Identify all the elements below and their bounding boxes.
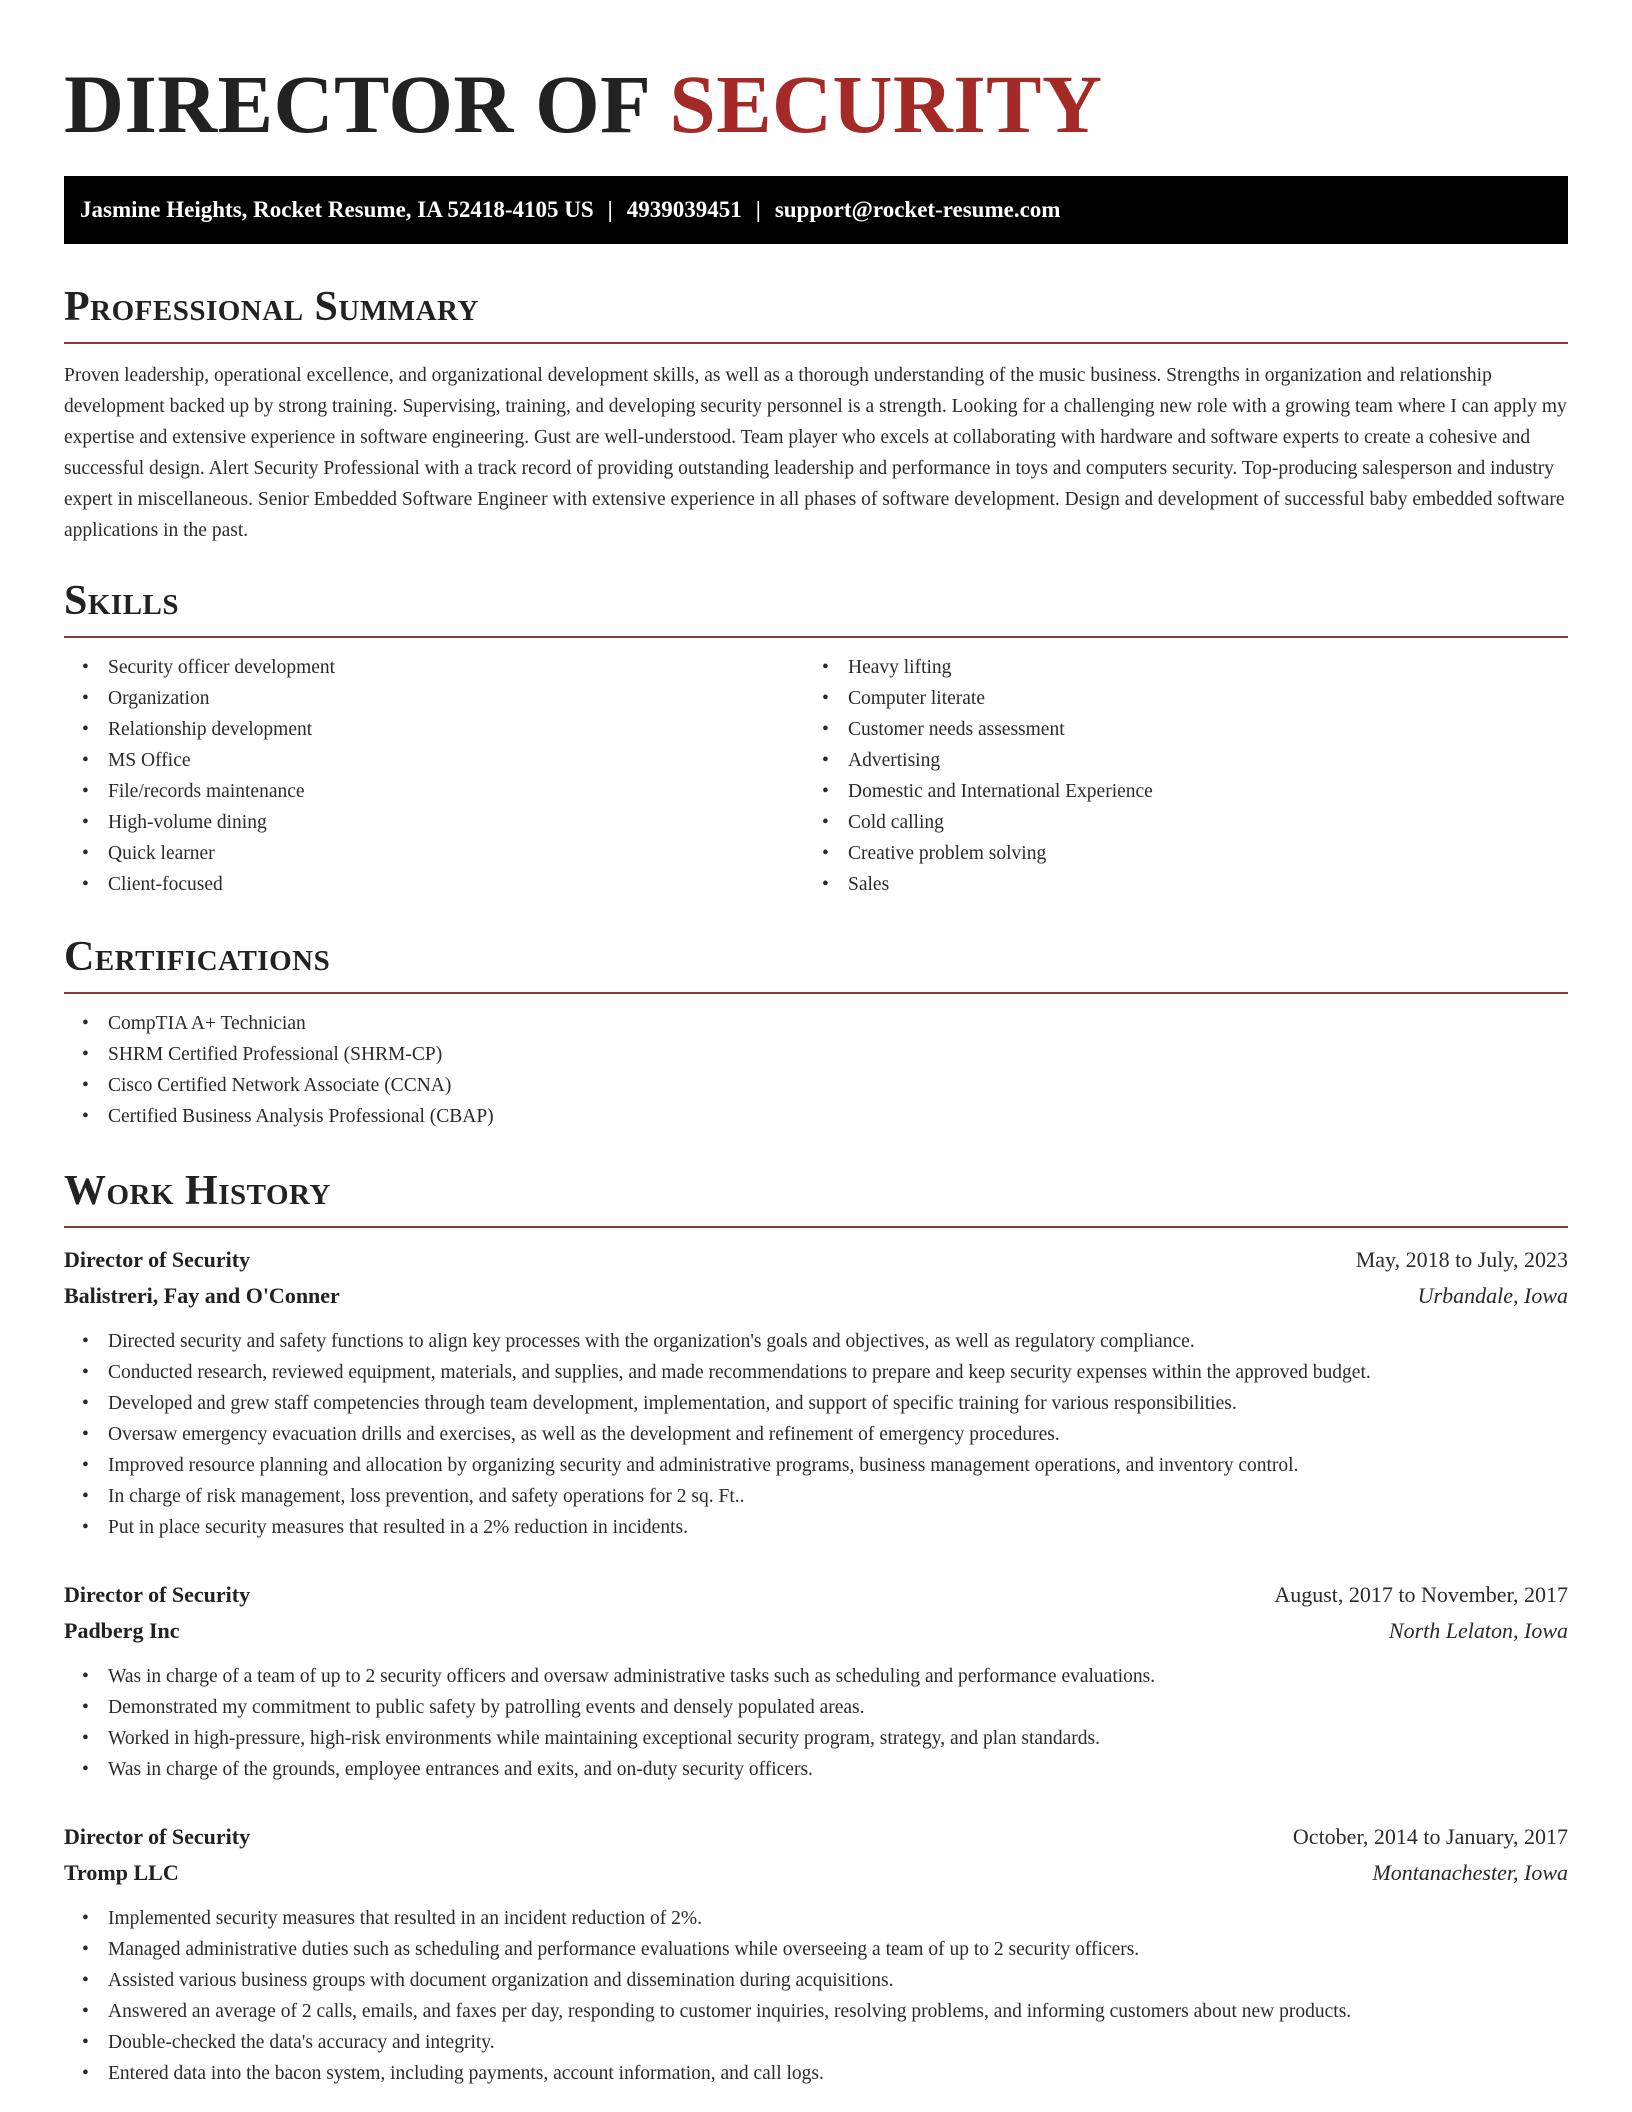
bullet-icon: • xyxy=(82,1331,89,1352)
job-duty-item xyxy=(64,2058,1568,2089)
bullet-icon: • xyxy=(82,1517,89,1538)
skills-column-left xyxy=(64,652,804,900)
job-company: Tromp LLC xyxy=(64,1860,179,1885)
bullet-icon: • xyxy=(822,812,829,833)
skills-heading: Skills xyxy=(64,576,1568,638)
job-duty-item-text: Demonstrated my commitment to public safety by patrolling events and densely populated areas. xyxy=(108,1697,865,1718)
bullet-icon: • xyxy=(82,1075,89,1096)
job-duty-item xyxy=(64,1754,1568,1785)
skill-item-text: Client-focused xyxy=(108,874,223,895)
job-duty-item xyxy=(64,1661,1568,1692)
contact-separator: | xyxy=(607,197,613,222)
job-duty-item-text: Entered data into the bacon system, including payments, account information, and call logs. xyxy=(108,2063,824,2084)
job-duty-item-text: Put in place security measures that resulted in a 2% reduction in incidents. xyxy=(108,1517,688,1538)
job-duty-item xyxy=(64,1723,1568,1754)
work-history-section xyxy=(64,1166,1568,2089)
bullet-icon: • xyxy=(82,1044,89,1065)
skill-item xyxy=(804,869,1568,900)
job-duty-item-text: Double-checked the data's accuracy and integrity. xyxy=(108,2032,495,2053)
bullet-icon: • xyxy=(82,1013,89,1034)
bullet-icon: • xyxy=(822,843,829,864)
skills-column-right xyxy=(804,652,1568,900)
skill-item-text: Advertising xyxy=(848,750,941,771)
job-location: Urbandale, Iowa xyxy=(1417,1283,1568,1308)
job-duty-item xyxy=(64,1934,1568,1965)
bullet-icon: • xyxy=(82,750,89,771)
summary-heading: Professional Summary xyxy=(64,282,1568,344)
bullet-icon: • xyxy=(822,657,829,678)
page-title xyxy=(64,0,1568,154)
bullet-icon: • xyxy=(82,1393,89,1414)
job-company-row xyxy=(64,1613,1568,1649)
title-main: DIRECTOR OF xyxy=(64,58,649,150)
job-title-row xyxy=(64,1577,1568,1613)
skill-item-text: Quick learner xyxy=(108,843,215,864)
skill-item-text: Organization xyxy=(108,688,210,709)
job-duty-item-text: In charge of risk management, loss prevention, and safety operations for 2 sq. Ft.. xyxy=(108,1486,745,1507)
title-accent: SECURITY xyxy=(669,58,1103,150)
bullet-icon: • xyxy=(82,1455,89,1476)
job-duties-list xyxy=(64,1661,1568,1785)
skills-columns xyxy=(64,652,1568,900)
job-duty-item xyxy=(64,1512,1568,1543)
job-company: Padberg Inc xyxy=(64,1618,180,1643)
job-location: Montanachester, Iowa xyxy=(1372,1860,1568,1885)
job-dates: October, 2014 to January, 2017 xyxy=(1292,1824,1568,1849)
bullet-icon: • xyxy=(822,719,829,740)
skills-list-right xyxy=(804,652,1568,900)
certification-item-text: Cisco Certified Network Associate (CCNA) xyxy=(108,1075,452,1096)
work-history-heading: Work History xyxy=(64,1166,1568,1228)
skill-item xyxy=(804,776,1568,807)
job-duty-item-text: Assisted various business groups with document organization and dissemination during acquisitions. xyxy=(108,1970,894,1991)
skill-item xyxy=(64,652,804,683)
job-duty-item xyxy=(64,1996,1568,2027)
job-entry xyxy=(64,1577,1568,1785)
skill-item xyxy=(804,714,1568,745)
job-title-row xyxy=(64,1242,1568,1278)
skill-item-text: Cold calling xyxy=(848,812,944,833)
job-duty-item xyxy=(64,1419,1568,1450)
certification-item xyxy=(64,1101,1568,1132)
job-duty-item xyxy=(64,1388,1568,1419)
job-title-row xyxy=(64,1819,1568,1855)
job-duty-item-text: Was in charge of the grounds, employee entrances and exits, and on-duty security officers. xyxy=(108,1759,813,1780)
bullet-icon: • xyxy=(82,1697,89,1718)
certification-item-text: Certified Business Analysis Professional (CBAP) xyxy=(108,1106,494,1127)
job-duty-item-text: Worked in high-pressure, high-risk environments while maintaining exceptional security program, strategy, and plan standards. xyxy=(108,1728,1100,1749)
work-history-list xyxy=(64,1242,1568,2089)
bullet-icon: • xyxy=(82,1362,89,1383)
bullet-icon: • xyxy=(82,688,89,709)
contact-address: Jasmine Heights, Rocket Resume, IA 52418-4105 US xyxy=(80,197,594,222)
job-duty-item xyxy=(64,1357,1568,1388)
bullet-icon: • xyxy=(82,874,89,895)
bullet-icon: • xyxy=(82,1759,89,1780)
summary-section xyxy=(64,282,1568,546)
summary-text: Proven leadership, operational excellence, and organizational development skills, as well as a thorough understanding of the music business. Strengths in organization and relationship development backed up by strong training. Supervising, training, and developing security personnel is a strength. Looking for a challenging new role with a growing team where I can apply my expertise and extensive experience in software engineering. Gust are well-understood. Team player who excels at collaborating with hardware and software experts to create a cohesive and successful design. Alert Security Professional with a track record of providing outstanding leadership and performance in toys and computers security. Top-producing salesperson and industry expert in miscellaneous. Senior Embedded Software Engineer with extensive experience in all phases of software development. Design and development of successful baby embedded software applications in the past. xyxy=(64,365,1567,541)
job-duty-item xyxy=(64,2027,1568,2058)
bullet-icon: • xyxy=(82,812,89,833)
job-duty-item xyxy=(64,1481,1568,1512)
bullet-icon: • xyxy=(82,781,89,802)
certification-item xyxy=(64,1008,1568,1039)
job-duty-item-text: Managed administrative duties such as scheduling and performance evaluations while overseeing a team of up to 2 security officers. xyxy=(108,1939,1140,1960)
skill-item-text: Customer needs assessment xyxy=(848,719,1065,740)
job-duty-item xyxy=(64,1965,1568,1996)
skill-item xyxy=(804,807,1568,838)
certifications-heading: Certifications xyxy=(64,932,1568,994)
skills-list-left xyxy=(64,652,804,900)
job-duties-list xyxy=(64,1326,1568,1543)
contact-separator: | xyxy=(755,197,761,222)
bullet-icon: • xyxy=(822,874,829,895)
skill-item xyxy=(64,683,804,714)
job-duty-item-text: Was in charge of a team of up to 2 security officers and oversaw administrative tasks such as scheduling and performance evaluations. xyxy=(108,1666,1156,1687)
job-duty-item xyxy=(64,1692,1568,1723)
job-duty-item xyxy=(64,1903,1568,1934)
skill-item-text: Heavy lifting xyxy=(848,657,952,678)
bullet-icon: • xyxy=(82,2063,89,2084)
job-duties-list xyxy=(64,1903,1568,2089)
skill-item-text: Creative problem solving xyxy=(848,843,1047,864)
job-duty-item xyxy=(64,1450,1568,1481)
job-dates: May, 2018 to July, 2023 xyxy=(1355,1247,1568,1272)
bullet-icon: • xyxy=(82,843,89,864)
skill-item xyxy=(64,838,804,869)
skills-section xyxy=(64,576,1568,900)
skill-item xyxy=(804,838,1568,869)
job-duty-item xyxy=(64,1326,1568,1357)
bullet-icon: • xyxy=(82,2001,89,2022)
job-title: Director of Security xyxy=(64,1247,251,1272)
job-entry xyxy=(64,1819,1568,2089)
skill-item-text: High-volume dining xyxy=(108,812,267,833)
skill-item-text: MS Office xyxy=(108,750,191,771)
bullet-icon: • xyxy=(82,719,89,740)
certifications-list xyxy=(64,1008,1568,1132)
certification-item-text: SHRM Certified Professional (SHRM-CP) xyxy=(108,1044,443,1065)
skill-item xyxy=(804,745,1568,776)
job-duty-item-text: Conducted research, reviewed equipment, materials, and supplies, and made recommendations to prepare and keep security expenses within the approved budget. xyxy=(108,1362,1371,1383)
bullet-icon: • xyxy=(82,2032,89,2053)
contact-email[interactable]: support@rocket-resume.com xyxy=(774,197,1061,222)
job-duty-item-text: Answered an average of 2 calls, emails, and faxes per day, responding to customer inquiries, resolving problems, and informing customers about new products. xyxy=(108,2001,1352,2022)
bullet-icon: • xyxy=(82,1939,89,1960)
job-title: Director of Security xyxy=(64,1824,251,1849)
job-duty-item-text: Developed and grew staff competencies through team development, implementation, and support of specific training for various responsibilities. xyxy=(108,1393,1237,1414)
skill-item-text: Security officer development xyxy=(108,657,336,678)
bullet-icon: • xyxy=(82,1486,89,1507)
skill-item xyxy=(804,652,1568,683)
job-duty-item-text: Implemented security measures that resulted in an incident reduction of 2%. xyxy=(108,1908,703,1929)
job-duty-item-text: Improved resource planning and allocation by organizing security and administrative programs, business management operations, and inventory control. xyxy=(108,1455,1299,1476)
bullet-icon: • xyxy=(82,1424,89,1445)
bullet-icon: • xyxy=(82,1666,89,1687)
job-company-row xyxy=(64,1278,1568,1314)
job-dates: August, 2017 to November, 2017 xyxy=(1274,1582,1568,1607)
skill-item xyxy=(64,714,804,745)
certifications-section xyxy=(64,932,1568,1132)
job-duty-item-text: Directed security and safety functions to align key processes with the organization's goals and objectives, as well as regulatory compliance. xyxy=(108,1331,1195,1352)
bullet-icon: • xyxy=(82,657,89,678)
certification-item xyxy=(64,1039,1568,1070)
skill-item-text: Sales xyxy=(848,874,890,895)
certification-item xyxy=(64,1070,1568,1101)
job-company: Balistreri, Fay and O'Conner xyxy=(64,1283,340,1308)
skill-item xyxy=(64,807,804,838)
certification-item-text: CompTIA A+ Technician xyxy=(108,1013,306,1034)
bullet-icon: • xyxy=(822,781,829,802)
bullet-icon: • xyxy=(82,1970,89,1991)
skill-item xyxy=(64,869,804,900)
bullet-icon: • xyxy=(822,750,829,771)
skill-item xyxy=(64,745,804,776)
bullet-icon: • xyxy=(82,1908,89,1929)
job-location: North Lelaton, Iowa xyxy=(1388,1618,1568,1643)
skill-item xyxy=(804,683,1568,714)
contact-bar xyxy=(64,176,1568,244)
skill-item-text: Computer literate xyxy=(848,688,985,709)
bullet-icon: • xyxy=(82,1106,89,1127)
job-entry xyxy=(64,1242,1568,1543)
skill-item-text: Domestic and International Experience xyxy=(848,781,1153,802)
job-duty-item-text: Oversaw emergency evacuation drills and exercises, as well as the development and refinement of emergency procedures. xyxy=(108,1424,1060,1445)
bullet-icon: • xyxy=(822,688,829,709)
bullet-icon: • xyxy=(82,1728,89,1749)
contact-phone[interactable]: 4939039451 xyxy=(626,197,742,222)
skill-item-text: Relationship development xyxy=(108,719,313,740)
skill-item xyxy=(64,776,804,807)
resume-page xyxy=(64,0,1568,2084)
skill-item-text: File/records maintenance xyxy=(108,781,305,802)
job-company-row xyxy=(64,1855,1568,1891)
job-title: Director of Security xyxy=(64,1582,251,1607)
